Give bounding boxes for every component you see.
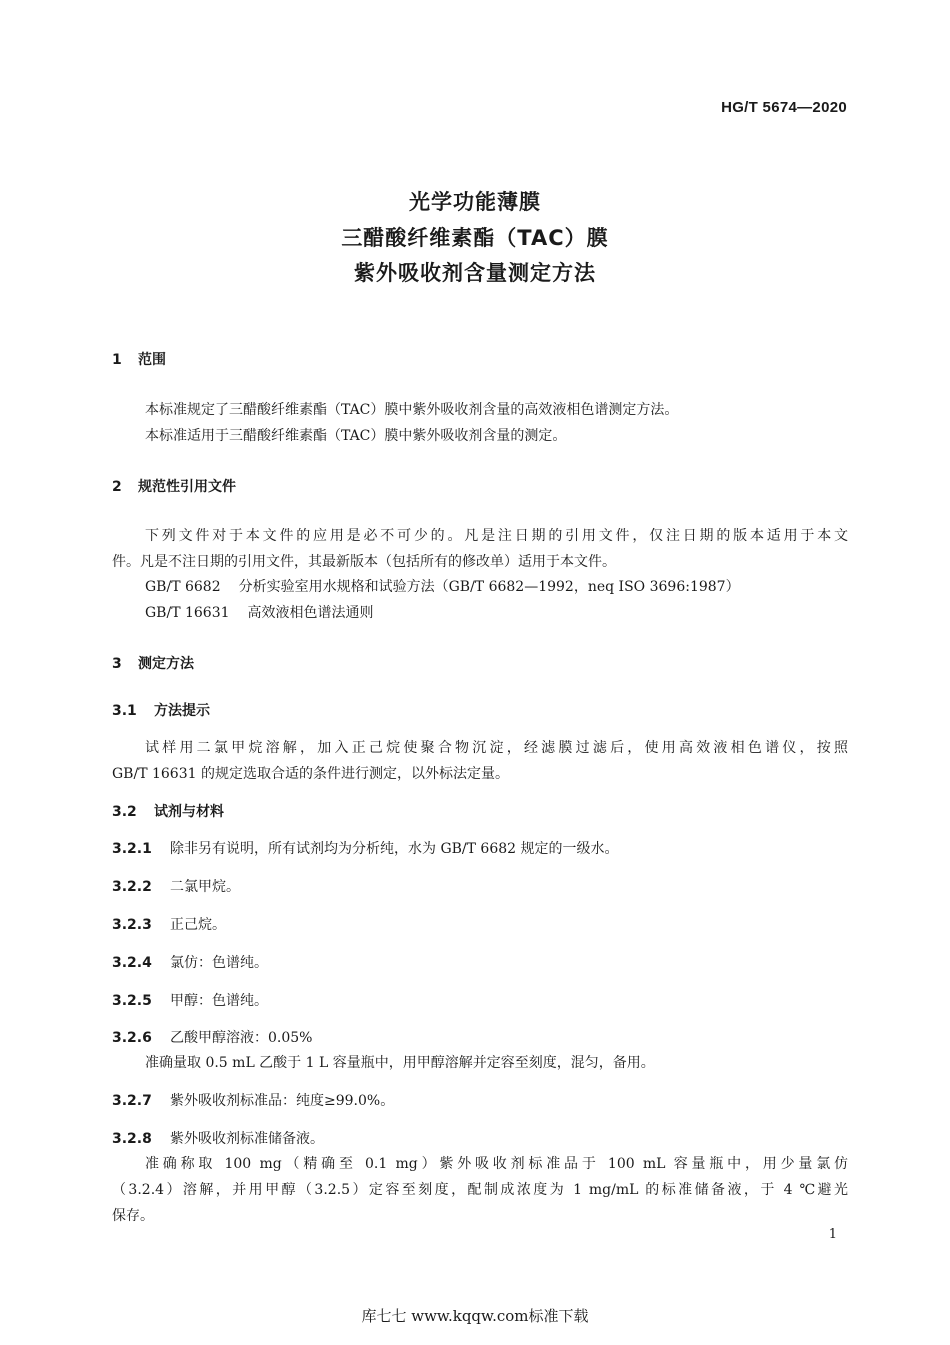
reference-title: 高效液相色谱法通则 xyxy=(247,605,374,621)
reference-code: GB/T 16631 xyxy=(145,605,230,621)
title-line-2: 三醋酸纤维素酯（TAC）膜 xyxy=(341,226,609,250)
item-3-2-5 xyxy=(112,990,268,1010)
reference-code: GB/T 6682 xyxy=(145,579,221,595)
section-number: 2 xyxy=(112,479,122,495)
item-3-2-8 xyxy=(112,1128,324,1148)
section-title: 规范性引用文件 xyxy=(138,479,236,495)
section-3-2-heading xyxy=(112,801,224,821)
page-number: 1 xyxy=(828,1227,837,1242)
item-3-2-3 xyxy=(112,914,226,934)
item-text: 正己烷。 xyxy=(170,917,226,933)
section-title: 测定方法 xyxy=(138,656,194,672)
section-2-paragraph-line-2: 件。凡是不注日期的引用文件，其最新版本（包括所有的修改单）适用于本文件。 xyxy=(112,554,616,570)
item-text: 氯仿：色谱纯。 xyxy=(170,955,268,971)
reference-2 xyxy=(145,602,374,622)
item-3-2-1 xyxy=(112,838,619,858)
item-text: 紫外吸收剂标准储备液。 xyxy=(170,1131,324,1147)
reference-title: 分析实验室用水规格和试验方法（GB/T 6682—1992，neq ISO 3696:1987） xyxy=(238,579,740,595)
section-1-paragraph-1: 本标准规定了三醋酸纤维素酯（TAC）膜中紫外吸收剂含量的高效液相色谱测定方法。 xyxy=(145,402,679,418)
title-line-1: 光学功能薄膜 xyxy=(409,190,541,214)
item-number: 3.2.3 xyxy=(112,917,152,933)
item-3-2-8-detail-line-2: （3.2.4）溶解，并用甲醇（3.2.5）定容至刻度，配制成浓度为 1 mg/mL 的标准储备液，于 4 ℃避光 xyxy=(112,1182,848,1198)
section-3-1-line-2: GB/T 16631 的规定选取合适的条件进行测定，以外标法定量。 xyxy=(112,766,509,782)
section-number: 3 xyxy=(112,656,122,672)
section-1-paragraph-2: 本标准适用于三醋酸纤维素酯（TAC）膜中紫外吸收剂含量的测定。 xyxy=(145,428,567,444)
item-number: 3.2.5 xyxy=(112,993,152,1009)
section-3-heading xyxy=(112,653,194,673)
section-2-paragraph-line-1: 下列文件对于本文件的应用是必不可少的。凡是注日期的引用文件，仅注日期的版本适用于本文 xyxy=(145,528,848,544)
item-number: 3.2.8 xyxy=(112,1131,152,1147)
item-number: 3.2.6 xyxy=(112,1030,152,1046)
item-text: 乙酸甲醇溶液：0.05% xyxy=(170,1030,313,1046)
item-text: 二氯甲烷。 xyxy=(170,879,240,895)
item-3-2-2 xyxy=(112,876,240,896)
item-number: 3.2.2 xyxy=(112,879,152,895)
item-number: 3.2.7 xyxy=(112,1093,152,1109)
subsection-number: 3.1 xyxy=(112,703,137,719)
item-text: 紫外吸收剂标准品：纯度≥99.0%。 xyxy=(170,1093,395,1109)
item-3-2-7 xyxy=(112,1090,394,1110)
item-3-2-4 xyxy=(112,952,268,972)
item-number: 3.2.4 xyxy=(112,955,152,971)
section-3-1-heading xyxy=(112,700,210,720)
title-line-3: 紫外吸收剂含量测定方法 xyxy=(354,261,596,285)
item-3-2-8-detail-line-1: 准确称取 100 mg（精确至 0.1 mg）紫外吸收剂标准品于 100 mL 容量瓶中，用少量氯仿 xyxy=(145,1156,848,1172)
footer-watermark: 库七七 www.kqqw.com标准下载 xyxy=(361,1307,589,1325)
item-text: 甲醇：色谱纯。 xyxy=(170,993,268,1009)
standard-code: HG/T 5674—2020 xyxy=(721,99,847,116)
subsection-title: 方法提示 xyxy=(154,703,210,719)
section-title: 范围 xyxy=(138,352,166,368)
item-text: 除非另有说明，所有试剂均为分析纯，水为 GB/T 6682 规定的一级水。 xyxy=(170,841,619,857)
section-2-heading xyxy=(112,476,236,496)
section-1-heading xyxy=(112,349,166,369)
section-number: 1 xyxy=(112,352,122,368)
subsection-title: 试剂与材料 xyxy=(154,804,224,820)
item-number: 3.2.1 xyxy=(112,841,152,857)
subsection-number: 3.2 xyxy=(112,804,137,820)
item-3-2-6-detail: 准确量取 0.5 mL 乙酸于 1 L 容量瓶中，用甲醇溶解并定容至刻度，混匀，备用。 xyxy=(145,1055,655,1071)
reference-1 xyxy=(145,576,740,596)
item-3-2-8-detail-line-3: 保存。 xyxy=(112,1208,154,1224)
item-3-2-6 xyxy=(112,1027,312,1047)
section-3-1-line-1: 试样用二氯甲烷溶解，加入正己烷使聚合物沉淀，经滤膜过滤后，使用高效液相色谱仪，按照 xyxy=(145,740,848,756)
